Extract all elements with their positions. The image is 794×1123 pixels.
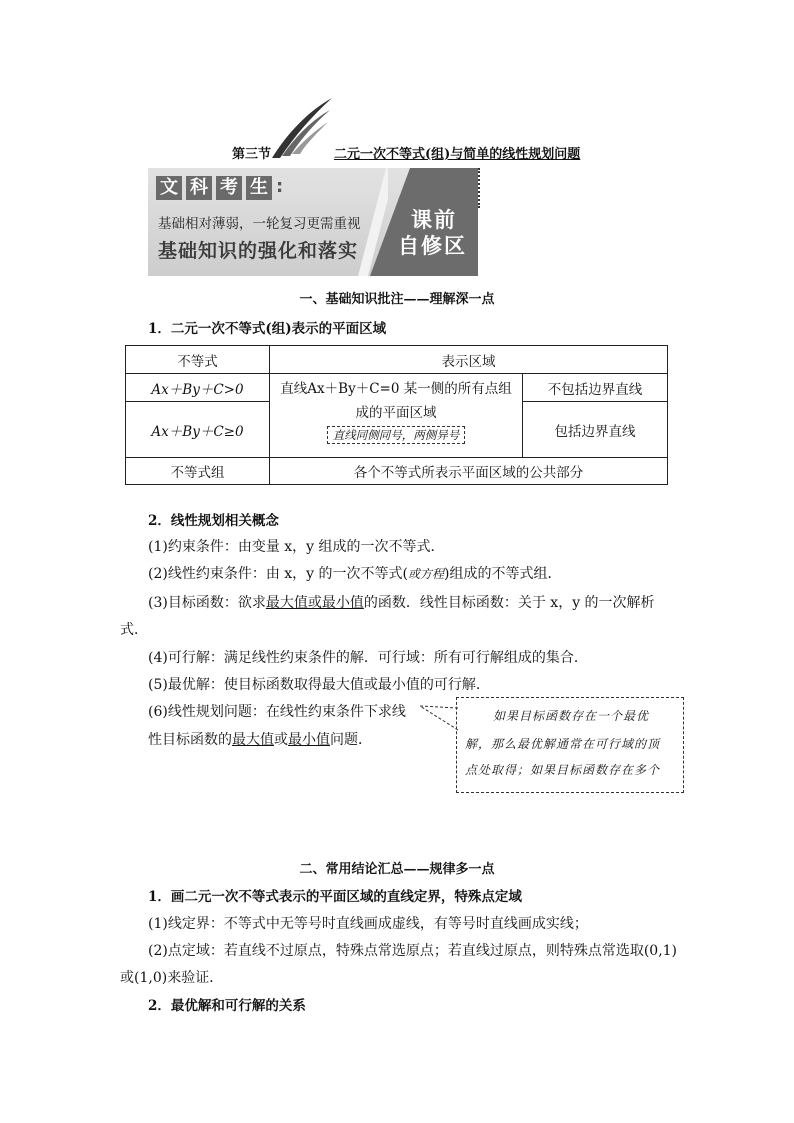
concept-6-b2: 或	[274, 732, 288, 748]
concept-6-b3: 问题．	[330, 732, 372, 748]
concept-3-b: 的函数．线性目标函数：关于 x，y 的一次解析	[363, 595, 655, 611]
part1-item2: 2．线性规划相关概念	[148, 513, 279, 529]
callout-line-2: 解，那么最优解通常在可行域的顶	[465, 737, 661, 751]
concept-6-cont	[148, 730, 372, 750]
part2-item2: 2．最优解和可行解的关系	[148, 998, 306, 1014]
concept-6-u1: 最大值	[232, 732, 274, 748]
banner-subtitle: 基础相对薄弱，一轮复习更需重视	[158, 216, 361, 232]
region-desc-line2: 成的平面区域	[355, 405, 437, 421]
concept-2-b: )组成的不等式组．	[444, 566, 562, 582]
banner-right-bottom: 自修区	[398, 234, 467, 258]
concept-3-cont: 式．	[120, 622, 148, 638]
concept-4: (4)可行解：满足线性约束条件的解．可行域：所有可行解组成的集合．	[148, 650, 588, 666]
part2-heading: 二、常用结论汇总——规律多一点	[299, 862, 495, 877]
part1-heading: 一、基础知识批注——理解深一点	[299, 292, 495, 307]
callout-note	[456, 697, 684, 793]
section-title	[232, 143, 632, 163]
rule-1: (1)线定界：不等式中无等号时直线画成虚线，有等号时直线画成实线；	[148, 916, 588, 932]
part1-item1: 1．二元一次不等式(组)表示的平面区域	[148, 321, 387, 337]
table-header-inequality: 不等式	[126, 346, 270, 374]
section-heading: 二元一次不等式(组)与简单的线性规划问题	[334, 147, 581, 162]
concept-3-a: (3)目标函数：欲求	[148, 595, 266, 611]
concept-6-u2: 最小值	[288, 732, 330, 748]
table-cell-include: 包括边界直线	[523, 402, 668, 458]
concept-6: (6)线性规划问题：在线性约束条件下求线	[148, 704, 406, 720]
rule-2: (2)点定域：若直线不过原点，特殊点常选原点；若直线过原点，则特殊点常选取(0,1)	[148, 943, 678, 959]
banner-char-3: 考	[216, 176, 242, 200]
concept-3	[148, 593, 655, 613]
table-cell-system: 不等式组	[126, 458, 270, 485]
banner-headline: 基础知识的强化和落实	[158, 240, 359, 262]
concept-2	[148, 564, 561, 584]
concept-2-a: (2)线性约束条件：由 x，y 的一次不等式(	[148, 566, 408, 582]
region-note: 直线同侧同号，两侧异号	[327, 426, 466, 444]
banner-char-4: 生	[246, 176, 272, 200]
concept-3-underline: 最大值或最小值	[265, 595, 364, 611]
concept-1: (1)约束条件：由变量 x，y 组成的一次不等式．	[148, 539, 445, 555]
rule-2-cont: 或(1,0)来验证．	[120, 970, 224, 986]
callout-line-1: 如果目标函数存在一个最优	[493, 709, 650, 723]
table-cell-ge: Ax＋By＋C≥0	[126, 402, 270, 458]
table-header-region: 表示区域	[270, 346, 668, 374]
concept-5: (5)最优解：使目标函数取得最大值或最小值的可行解．	[148, 677, 490, 693]
table-cell-common: 各个不等式所表示平面区域的公共部分	[270, 458, 668, 485]
table-cell-gt: Ax＋By＋C>0	[126, 374, 270, 402]
section-number: 第三节	[232, 147, 272, 162]
region-desc-line1: 直线Ax＋By＋C=0 某一侧的所有点组	[280, 381, 512, 397]
callout-line-3: 点处取得；如果目标函数存在多个	[465, 763, 661, 777]
banner-right-top: 课前	[411, 208, 457, 232]
banner-colon: :	[276, 176, 284, 197]
banner	[148, 168, 478, 276]
part2-item1: 1．画二元一次不等式表示的平面区域的直线定界，特殊点定域	[148, 889, 522, 905]
concept-6-b1: 性目标函数的	[148, 732, 232, 748]
callout-pointer	[418, 700, 460, 734]
banner-char-1: 文	[156, 176, 182, 200]
table-cell-exclude: 不包括边界直线	[523, 374, 668, 402]
concept-2-note: 或方程	[408, 567, 445, 581]
inequality-table	[125, 345, 668, 485]
banner-char-2: 科	[186, 176, 212, 200]
table-cell-region-desc	[270, 374, 523, 458]
